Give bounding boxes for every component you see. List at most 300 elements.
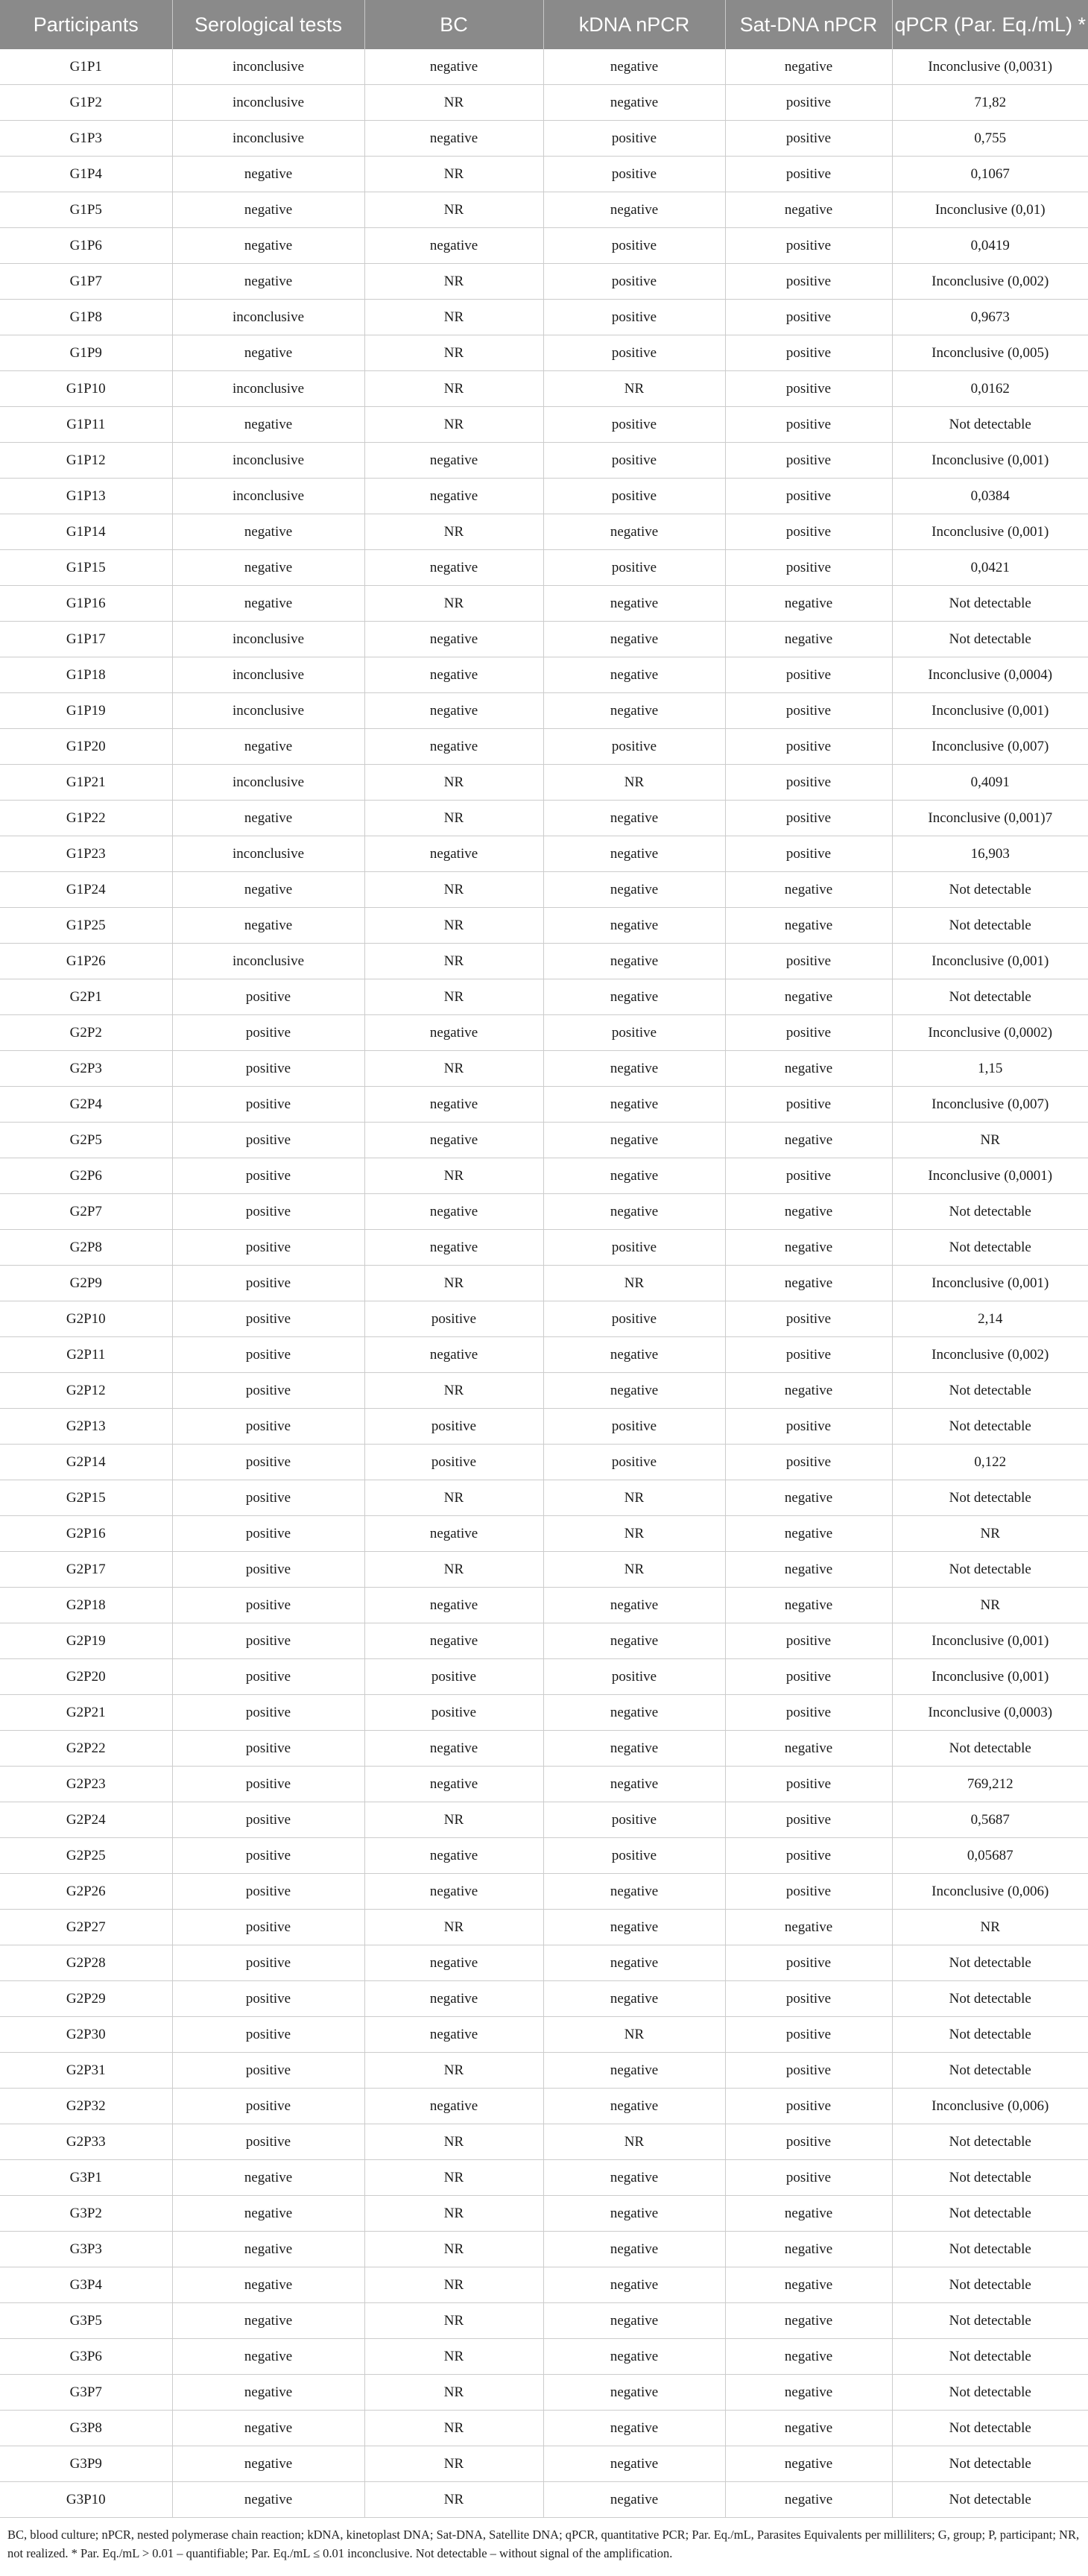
- cell-bc: NR: [364, 2160, 543, 2196]
- cell-qpcr: Inconclusive (0,002): [892, 264, 1088, 300]
- cell-sat-dna-npcr: positive: [725, 1087, 892, 1123]
- cell-bc: negative: [364, 1767, 543, 1802]
- cell-serological: inconclusive: [172, 443, 364, 479]
- cell-bc: NR: [364, 407, 543, 443]
- cell-qpcr: NR: [892, 1123, 1088, 1158]
- table-row: [0, 2196, 1088, 2232]
- header-serological-tests: Serological tests: [172, 0, 364, 49]
- cell-sat-dna-npcr: negative: [725, 908, 892, 944]
- table-row: [0, 1337, 1088, 1373]
- cell-bc: negative: [364, 443, 543, 479]
- cell-qpcr: Not detectable: [892, 1373, 1088, 1409]
- cell-serological: positive: [172, 1588, 364, 1623]
- cell-kdna-npcr: negative: [543, 872, 725, 908]
- cell-sat-dna-npcr: negative: [725, 1731, 892, 1767]
- cell-participant: G3P6: [0, 2339, 172, 2375]
- cell-bc: negative: [364, 121, 543, 157]
- cell-kdna-npcr: negative: [543, 1910, 725, 1945]
- table-row: [0, 192, 1088, 228]
- cell-participant: G2P20: [0, 1659, 172, 1695]
- cell-participant: G3P4: [0, 2267, 172, 2303]
- cell-bc: NR: [364, 1480, 543, 1516]
- cell-serological: positive: [172, 1695, 364, 1731]
- table-row: [0, 2017, 1088, 2053]
- table-row: [0, 1158, 1088, 1194]
- cell-kdna-npcr: NR: [543, 1516, 725, 1552]
- cell-qpcr: Inconclusive (0,001): [892, 514, 1088, 550]
- cell-participant: G2P3: [0, 1051, 172, 1087]
- table-row: [0, 765, 1088, 801]
- cell-serological: positive: [172, 1552, 364, 1588]
- cell-bc: NR: [364, 85, 543, 121]
- cell-kdna-npcr: negative: [543, 85, 725, 121]
- cell-sat-dna-npcr: positive: [725, 729, 892, 765]
- cell-bc: NR: [364, 1266, 543, 1301]
- table-row: [0, 264, 1088, 300]
- cell-serological: positive: [172, 1874, 364, 1910]
- table-row: [0, 1802, 1088, 1838]
- cell-kdna-npcr: negative: [543, 2196, 725, 2232]
- cell-qpcr: 0,5687: [892, 1802, 1088, 1838]
- cell-participant: G2P15: [0, 1480, 172, 1516]
- cell-kdna-npcr: negative: [543, 2375, 725, 2411]
- cell-kdna-npcr: negative: [543, 1158, 725, 1194]
- table-row: [0, 1659, 1088, 1695]
- cell-qpcr: Inconclusive (0,0002): [892, 1015, 1088, 1051]
- cell-sat-dna-npcr: positive: [725, 2017, 892, 2053]
- cell-qpcr: Not detectable: [892, 908, 1088, 944]
- cell-bc: negative: [364, 693, 543, 729]
- table-row: [0, 693, 1088, 729]
- table-row: [0, 479, 1088, 514]
- cell-kdna-npcr: negative: [543, 801, 725, 836]
- cell-kdna-npcr: negative: [543, 944, 725, 979]
- cell-qpcr: Not detectable: [892, 2160, 1088, 2196]
- cell-sat-dna-npcr: positive: [725, 2160, 892, 2196]
- cell-bc: NR: [364, 192, 543, 228]
- cell-bc: negative: [364, 1623, 543, 1659]
- cell-serological: inconclusive: [172, 121, 364, 157]
- cell-sat-dna-npcr: negative: [725, 192, 892, 228]
- table-row: [0, 1588, 1088, 1623]
- cell-kdna-npcr: negative: [543, 1874, 725, 1910]
- cell-bc: negative: [364, 1945, 543, 1981]
- table-row: [0, 2232, 1088, 2267]
- cell-kdna-npcr: negative: [543, 1123, 725, 1158]
- cell-qpcr: Inconclusive (0,0004): [892, 657, 1088, 693]
- cell-serological: inconclusive: [172, 765, 364, 801]
- cell-participant: G1P18: [0, 657, 172, 693]
- cell-serological: positive: [172, 2017, 364, 2053]
- cell-bc: NR: [364, 1910, 543, 1945]
- cell-participant: G1P25: [0, 908, 172, 944]
- cell-kdna-npcr: negative: [543, 2160, 725, 2196]
- cell-kdna-npcr: negative: [543, 1087, 725, 1123]
- cell-bc: negative: [364, 836, 543, 872]
- cell-bc: NR: [364, 872, 543, 908]
- cell-bc: NR: [364, 514, 543, 550]
- table-row: [0, 1981, 1088, 2017]
- cell-kdna-npcr: negative: [543, 2482, 725, 2518]
- table-row: [0, 2124, 1088, 2160]
- cell-participant: G2P14: [0, 1445, 172, 1480]
- cell-qpcr: Not detectable: [892, 2375, 1088, 2411]
- cell-bc: NR: [364, 335, 543, 371]
- cell-bc: negative: [364, 479, 543, 514]
- table-row: [0, 300, 1088, 335]
- cell-kdna-npcr: negative: [543, 192, 725, 228]
- table-row: [0, 872, 1088, 908]
- cell-serological: negative: [172, 729, 364, 765]
- cell-bc: negative: [364, 657, 543, 693]
- cell-serological: positive: [172, 1409, 364, 1445]
- cell-qpcr: Not detectable: [892, 2124, 1088, 2160]
- cell-sat-dna-npcr: positive: [725, 121, 892, 157]
- cell-sat-dna-npcr: negative: [725, 1051, 892, 1087]
- cell-qpcr: NR: [892, 1910, 1088, 1945]
- cell-bc: negative: [364, 1087, 543, 1123]
- cell-bc: NR: [364, 2196, 543, 2232]
- cell-serological: positive: [172, 1659, 364, 1695]
- cell-serological: positive: [172, 2124, 364, 2160]
- cell-serological: positive: [172, 1767, 364, 1802]
- table-row: [0, 2411, 1088, 2446]
- cell-serological: positive: [172, 1230, 364, 1266]
- cell-kdna-npcr: negative: [543, 1695, 725, 1731]
- cell-kdna-npcr: negative: [543, 1945, 725, 1981]
- table-row: [0, 1838, 1088, 1874]
- cell-participant: G1P10: [0, 371, 172, 407]
- table-row: [0, 371, 1088, 407]
- cell-sat-dna-npcr: negative: [725, 1552, 892, 1588]
- cell-qpcr: Not detectable: [892, 872, 1088, 908]
- cell-kdna-npcr: negative: [543, 1981, 725, 2017]
- cell-participant: G2P32: [0, 2089, 172, 2124]
- table-row: [0, 1194, 1088, 1230]
- cell-sat-dna-npcr: negative: [725, 2196, 892, 2232]
- cell-serological: positive: [172, 1623, 364, 1659]
- cell-bc: positive: [364, 1659, 543, 1695]
- cell-kdna-npcr: positive: [543, 729, 725, 765]
- cell-kdna-npcr: positive: [543, 550, 725, 586]
- cell-kdna-npcr: negative: [543, 693, 725, 729]
- table-row: [0, 514, 1088, 550]
- cell-participant: G1P1: [0, 49, 172, 85]
- table-row: [0, 908, 1088, 944]
- cell-qpcr: Not detectable: [892, 1480, 1088, 1516]
- cell-bc: NR: [364, 944, 543, 979]
- cell-serological: inconclusive: [172, 300, 364, 335]
- cell-participant: G2P28: [0, 1945, 172, 1981]
- cell-qpcr: Not detectable: [892, 1194, 1088, 1230]
- cell-participant: G2P19: [0, 1623, 172, 1659]
- cell-participant: G2P12: [0, 1373, 172, 1409]
- cell-qpcr: Not detectable: [892, 2017, 1088, 2053]
- table-row: [0, 2482, 1088, 2518]
- cell-participant: G2P27: [0, 1910, 172, 1945]
- cell-sat-dna-npcr: positive: [725, 228, 892, 264]
- cell-participant: G1P26: [0, 944, 172, 979]
- cell-sat-dna-npcr: negative: [725, 586, 892, 622]
- cell-serological: negative: [172, 228, 364, 264]
- cell-kdna-npcr: NR: [543, 1266, 725, 1301]
- cell-sat-dna-npcr: positive: [725, 479, 892, 514]
- table-row: [0, 801, 1088, 836]
- cell-kdna-npcr: positive: [543, 1230, 725, 1266]
- cell-participant: G2P24: [0, 1802, 172, 1838]
- cell-bc: negative: [364, 1337, 543, 1373]
- cell-participant: G2P7: [0, 1194, 172, 1230]
- cell-sat-dna-npcr: negative: [725, 1373, 892, 1409]
- cell-participant: G1P2: [0, 85, 172, 121]
- cell-serological: positive: [172, 1337, 364, 1373]
- cell-sat-dna-npcr: negative: [725, 1516, 892, 1552]
- cell-participant: G2P5: [0, 1123, 172, 1158]
- cell-bc: NR: [364, 2411, 543, 2446]
- table-row: [0, 157, 1088, 192]
- cell-participant: G2P13: [0, 1409, 172, 1445]
- cell-sat-dna-npcr: negative: [725, 2446, 892, 2482]
- cell-sat-dna-npcr: negative: [725, 1480, 892, 1516]
- cell-serological: positive: [172, 1516, 364, 1552]
- table-footnote: BC, blood culture; nPCR, nested polymerase chain reaction; kDNA, kinetoplast DNA; Sat-DNA, Satellite DNA; qPCR, quantitative PCR; Par. Eq./mL, Parasites Equivalents per milliliters; G, group; P, participant; NR, not realized. * Par. Eq./mL > 0.01 – quantifiable; Par. Eq./mL ≤ 0.01 inconclusive. Not detectable – without signal of the amplification.: [7, 2528, 1080, 2560]
- cell-qpcr: Not detectable: [892, 2053, 1088, 2089]
- cell-sat-dna-npcr: positive: [725, 693, 892, 729]
- cell-qpcr: 0,0162: [892, 371, 1088, 407]
- cell-qpcr: Inconclusive (0,001): [892, 693, 1088, 729]
- cell-participant: G2P33: [0, 2124, 172, 2160]
- cell-bc: NR: [364, 2375, 543, 2411]
- cell-qpcr: Not detectable: [892, 2339, 1088, 2375]
- table-row: [0, 1910, 1088, 1945]
- cell-qpcr: 1,15: [892, 1051, 1088, 1087]
- cell-bc: NR: [364, 801, 543, 836]
- cell-bc: NR: [364, 1051, 543, 1087]
- cell-kdna-npcr: negative: [543, 2089, 725, 2124]
- cell-qpcr: Not detectable: [892, 586, 1088, 622]
- cell-kdna-npcr: negative: [543, 622, 725, 657]
- cell-bc: negative: [364, 1516, 543, 1552]
- cell-kdna-npcr: negative: [543, 836, 725, 872]
- cell-qpcr: Inconclusive (0,001): [892, 1266, 1088, 1301]
- cell-qpcr: Inconclusive (0,0003): [892, 1695, 1088, 1731]
- cell-participant: G1P9: [0, 335, 172, 371]
- cell-serological: positive: [172, 1123, 364, 1158]
- cell-participant: G1P24: [0, 872, 172, 908]
- cell-kdna-npcr: positive: [543, 443, 725, 479]
- cell-participant: G1P20: [0, 729, 172, 765]
- cell-qpcr: Inconclusive (0,006): [892, 2089, 1088, 2124]
- cell-qpcr: Not detectable: [892, 1731, 1088, 1767]
- cell-participant: G1P12: [0, 443, 172, 479]
- cell-serological: positive: [172, 1838, 364, 1874]
- cell-bc: positive: [364, 1445, 543, 1480]
- cell-bc: negative: [364, 1981, 543, 2017]
- cell-sat-dna-npcr: positive: [725, 443, 892, 479]
- cell-qpcr: Not detectable: [892, 1552, 1088, 1588]
- cell-qpcr: Inconclusive (0,0001): [892, 1158, 1088, 1194]
- table-row: [0, 2267, 1088, 2303]
- cell-bc: NR: [364, 2482, 543, 2518]
- cell-serological: negative: [172, 2339, 364, 2375]
- cell-kdna-npcr: negative: [543, 2232, 725, 2267]
- table-body: [0, 49, 1088, 2518]
- cell-sat-dna-npcr: positive: [725, 657, 892, 693]
- cell-qpcr: 0,1067: [892, 157, 1088, 192]
- cell-bc: negative: [364, 1015, 543, 1051]
- table-row: [0, 1230, 1088, 1266]
- cell-bc: NR: [364, 1802, 543, 1838]
- cell-serological: negative: [172, 192, 364, 228]
- table-row: [0, 121, 1088, 157]
- cell-qpcr: 2,14: [892, 1301, 1088, 1337]
- table-header: [0, 0, 1088, 49]
- cell-serological: negative: [172, 801, 364, 836]
- cell-qpcr: 16,903: [892, 836, 1088, 872]
- cell-serological: negative: [172, 2411, 364, 2446]
- cell-serological: negative: [172, 872, 364, 908]
- cell-kdna-npcr: negative: [543, 1194, 725, 1230]
- cell-bc: NR: [364, 2124, 543, 2160]
- cell-bc: NR: [364, 765, 543, 801]
- table-row: [0, 2160, 1088, 2196]
- cell-qpcr: 0,4091: [892, 765, 1088, 801]
- table-row: [0, 1087, 1088, 1123]
- table-row: [0, 2446, 1088, 2482]
- table-row: [0, 1874, 1088, 1910]
- cell-kdna-npcr: NR: [543, 1480, 725, 1516]
- cell-kdna-npcr: positive: [543, 1301, 725, 1337]
- cell-sat-dna-npcr: positive: [725, 1445, 892, 1480]
- cell-serological: positive: [172, 1480, 364, 1516]
- table-row: [0, 1623, 1088, 1659]
- cell-sat-dna-npcr: positive: [725, 944, 892, 979]
- cell-qpcr: Not detectable: [892, 2303, 1088, 2339]
- cell-serological: negative: [172, 335, 364, 371]
- table-row: [0, 1015, 1088, 1051]
- cell-serological: inconclusive: [172, 371, 364, 407]
- cell-kdna-npcr: positive: [543, 157, 725, 192]
- cell-participant: G2P22: [0, 1731, 172, 1767]
- cell-serological: negative: [172, 2160, 364, 2196]
- table-row: [0, 1695, 1088, 1731]
- table-row: [0, 2089, 1088, 2124]
- cell-qpcr: Not detectable: [892, 622, 1088, 657]
- cell-participant: G1P23: [0, 836, 172, 872]
- table-row: [0, 1480, 1088, 1516]
- cell-sat-dna-npcr: positive: [725, 157, 892, 192]
- cell-serological: inconclusive: [172, 836, 364, 872]
- cell-qpcr: Not detectable: [892, 2446, 1088, 2482]
- cell-bc: NR: [364, 2339, 543, 2375]
- cell-qpcr: Not detectable: [892, 2196, 1088, 2232]
- cell-participant: G3P3: [0, 2232, 172, 2267]
- cell-kdna-npcr: negative: [543, 908, 725, 944]
- cell-sat-dna-npcr: negative: [725, 2411, 892, 2446]
- cell-kdna-npcr: negative: [543, 1373, 725, 1409]
- table-row: [0, 2053, 1088, 2089]
- table-row: [0, 2339, 1088, 2375]
- cell-sat-dna-npcr: positive: [725, 1874, 892, 1910]
- cell-kdna-npcr: negative: [543, 2267, 725, 2303]
- cell-kdna-npcr: negative: [543, 514, 725, 550]
- table-row: [0, 836, 1088, 872]
- cell-sat-dna-npcr: negative: [725, 1123, 892, 1158]
- cell-bc: negative: [364, 1230, 543, 1266]
- cell-sat-dna-npcr: positive: [725, 1015, 892, 1051]
- cell-sat-dna-npcr: positive: [725, 1659, 892, 1695]
- cell-bc: NR: [364, 1158, 543, 1194]
- cell-sat-dna-npcr: negative: [725, 622, 892, 657]
- cell-bc: negative: [364, 729, 543, 765]
- cell-kdna-npcr: negative: [543, 2303, 725, 2339]
- cell-sat-dna-npcr: positive: [725, 550, 892, 586]
- cell-participant: G2P8: [0, 1230, 172, 1266]
- cell-kdna-npcr: positive: [543, 264, 725, 300]
- cell-participant: G1P14: [0, 514, 172, 550]
- cell-sat-dna-npcr: positive: [725, 85, 892, 121]
- header-participants: Participants: [0, 0, 172, 49]
- header-row: [0, 0, 1088, 49]
- cell-sat-dna-npcr: positive: [725, 371, 892, 407]
- cell-qpcr: 0,05687: [892, 1838, 1088, 1874]
- cell-sat-dna-npcr: negative: [725, 49, 892, 85]
- cell-sat-dna-npcr: positive: [725, 1158, 892, 1194]
- cell-serological: positive: [172, 979, 364, 1015]
- cell-serological: positive: [172, 1301, 364, 1337]
- cell-sat-dna-npcr: positive: [725, 836, 892, 872]
- table-row: [0, 944, 1088, 979]
- cell-qpcr: 0,122: [892, 1445, 1088, 1480]
- cell-qpcr: Not detectable: [892, 1230, 1088, 1266]
- cell-sat-dna-npcr: positive: [725, 514, 892, 550]
- cell-participant: G3P1: [0, 2160, 172, 2196]
- table-row: [0, 49, 1088, 85]
- cell-kdna-npcr: positive: [543, 300, 725, 335]
- cell-sat-dna-npcr: positive: [725, 1409, 892, 1445]
- cell-bc: NR: [364, 2232, 543, 2267]
- cell-bc: NR: [364, 979, 543, 1015]
- cell-participant: G3P5: [0, 2303, 172, 2339]
- cell-qpcr: Inconclusive (0,001)7: [892, 801, 1088, 836]
- cell-bc: negative: [364, 622, 543, 657]
- cell-bc: positive: [364, 1695, 543, 1731]
- cell-bc: positive: [364, 1409, 543, 1445]
- cell-serological: positive: [172, 1194, 364, 1230]
- cell-kdna-npcr: NR: [543, 2124, 725, 2160]
- cell-participant: G1P7: [0, 264, 172, 300]
- cell-kdna-npcr: positive: [543, 1659, 725, 1695]
- cell-bc: negative: [364, 2017, 543, 2053]
- cell-serological: negative: [172, 514, 364, 550]
- cell-qpcr: Not detectable: [892, 2411, 1088, 2446]
- cell-participant: G1P19: [0, 693, 172, 729]
- cell-participant: G2P26: [0, 1874, 172, 1910]
- cell-kdna-npcr: negative: [543, 1051, 725, 1087]
- cell-participant: G1P16: [0, 586, 172, 622]
- cell-serological: positive: [172, 1731, 364, 1767]
- cell-kdna-npcr: negative: [543, 2446, 725, 2482]
- cell-serological: inconclusive: [172, 479, 364, 514]
- table-row: [0, 1945, 1088, 1981]
- cell-kdna-npcr: NR: [543, 1552, 725, 1588]
- cell-sat-dna-npcr: negative: [725, 1588, 892, 1623]
- cell-qpcr: NR: [892, 1588, 1088, 1623]
- cell-kdna-npcr: negative: [543, 2339, 725, 2375]
- cell-kdna-npcr: negative: [543, 979, 725, 1015]
- cell-sat-dna-npcr: positive: [725, 2089, 892, 2124]
- cell-participant: G1P11: [0, 407, 172, 443]
